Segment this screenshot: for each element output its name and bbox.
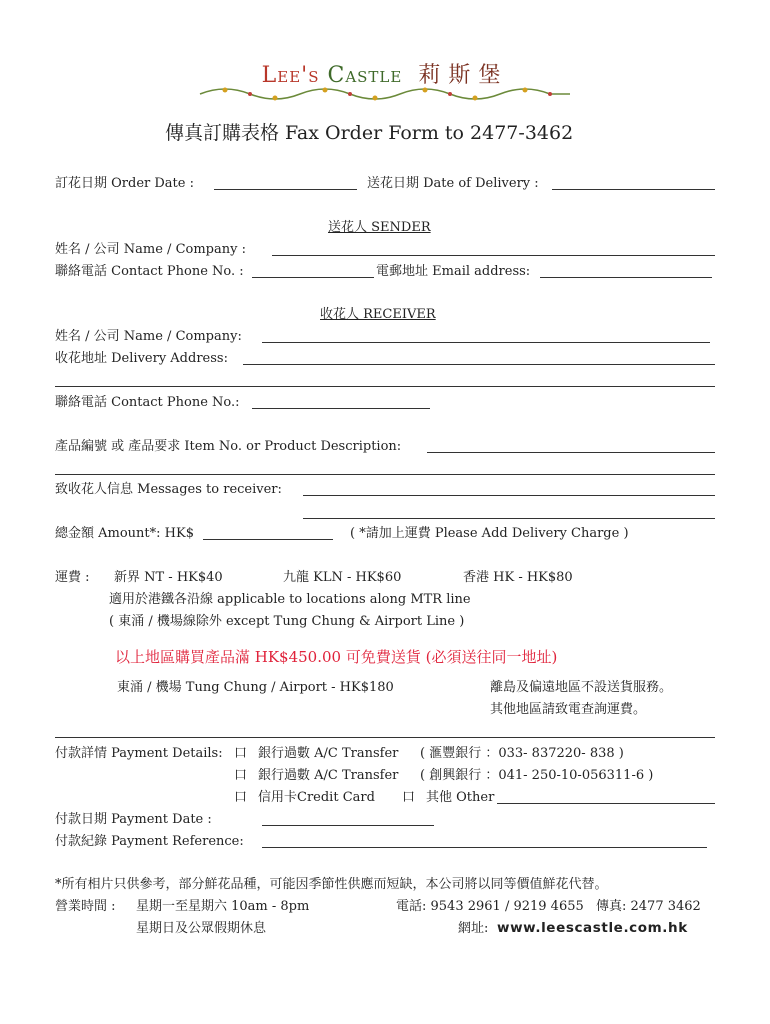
website-link[interactable]: www.leescastle.com.hk bbox=[497, 920, 688, 936]
website-label: 網址: bbox=[458, 921, 489, 936]
payment-reference-label: 付款紀錄 Payment Reference: bbox=[55, 834, 244, 849]
option-credit-card-label: 信用卡Credit Card bbox=[258, 790, 375, 805]
receiver-address-field-2[interactable] bbox=[55, 386, 715, 387]
product-field[interactable] bbox=[427, 452, 715, 453]
section-divider bbox=[55, 737, 715, 738]
delivery-charge-label: 運費 : bbox=[55, 570, 90, 585]
option-transfer-chong-hing-label: 銀行過數 A/C Transfer bbox=[258, 768, 399, 783]
closed-days: 星期日及公眾假期休息 bbox=[136, 921, 267, 936]
delivery-date-field[interactable] bbox=[552, 189, 715, 190]
receiver-phone-field[interactable] bbox=[252, 408, 430, 409]
delivery-except-note: ( 東涌 / 機場線除外 except Tung Chung & Airport Line ) bbox=[109, 614, 465, 629]
sender-name-field[interactable] bbox=[272, 255, 715, 256]
delivery-nt: 新界 NT - HK$40 bbox=[114, 570, 223, 585]
delivery-date-label: 送花日期 Date of Delivery : bbox=[367, 176, 539, 191]
checkbox-transfer-chong-hing[interactable]: 口 bbox=[234, 768, 248, 783]
sender-name-label: 姓名 / 公司 Name / Company : bbox=[55, 242, 246, 257]
receiver-address-label: 收花地址 Delivery Address: bbox=[55, 351, 228, 366]
business-hours: 星期一至星期六 10am - 8pm bbox=[136, 899, 310, 914]
remote-area-note-1: 離島及偏遠地區不設送貨服務。 bbox=[490, 680, 673, 695]
business-hours-label: 營業時間 : bbox=[55, 899, 116, 914]
checkbox-transfer-hsbc[interactable]: 口 bbox=[234, 746, 248, 761]
bank-chong-hing-account: ( 創興銀行 ：041- 250-10-056311-6 ) bbox=[420, 768, 654, 783]
bank-hsbc-account: ( 滙豐銀行 ：033- 837220- 838 ) bbox=[420, 746, 624, 761]
amount-field[interactable] bbox=[203, 539, 333, 540]
floral-vine-ornament bbox=[195, 84, 575, 104]
order-date-field[interactable] bbox=[214, 189, 357, 190]
payment-details-label: 付款詳情 Payment Details: bbox=[55, 746, 223, 761]
sender-email-label: 電郵地址 Email address: bbox=[376, 264, 531, 279]
receiver-heading: 收花人 RECEIVER bbox=[320, 307, 436, 322]
order-date-label: 訂花日期 Order Date : bbox=[55, 176, 194, 191]
option-other-label: 其他 Other bbox=[426, 790, 495, 805]
sender-heading: 送花人 SENDER bbox=[328, 220, 431, 235]
message-field[interactable] bbox=[303, 495, 715, 496]
receiver-name-field[interactable] bbox=[262, 342, 710, 343]
logo-lee: Lee's bbox=[261, 63, 320, 88]
product-field-2[interactable] bbox=[55, 474, 715, 475]
sender-email-field[interactable] bbox=[540, 277, 712, 278]
product-label: 產品編號 或 產品要求 Item No. or Product Description: bbox=[55, 439, 402, 454]
delivery-tung-chung: 東涌 / 機場 Tung Chung / Airport - HK$180 bbox=[117, 680, 394, 695]
receiver-phone-label: 聯絡電話 Contact Phone No.: bbox=[55, 395, 240, 410]
payment-date-field[interactable] bbox=[262, 825, 434, 826]
payment-reference-field[interactable] bbox=[262, 847, 707, 848]
amount-note: ( *請加上運費 Please Add Delivery Charge ) bbox=[350, 526, 629, 541]
message-field-2[interactable] bbox=[303, 518, 715, 519]
remote-area-note-2: 其他地區請致電查詢運費。 bbox=[490, 702, 647, 717]
message-label: 致收花人信息 Messages to receiver: bbox=[55, 482, 282, 497]
phone-numbers: 電話: 9543 2961 / 9219 4655 bbox=[396, 899, 584, 914]
logo-chinese: 莉斯堡 bbox=[418, 63, 509, 88]
receiver-name-label: 姓名 / 公司 Name / Company: bbox=[55, 329, 242, 344]
photo-disclaimer: *所有相片只供參考，部分鮮花品種，可能因季節性供應而短缺，本公司將以同等價值鮮花代替。 bbox=[55, 877, 608, 892]
checkbox-other[interactable]: 口 bbox=[402, 790, 416, 805]
option-transfer-hsbc-label: 銀行過數 A/C Transfer bbox=[258, 746, 399, 761]
delivery-mtr-note: 適用於港鐵各沿線 applicable to locations along MTR line bbox=[109, 592, 471, 607]
logo-castle: Castle bbox=[327, 63, 403, 88]
sender-phone-label: 聯絡電話 Contact Phone No. : bbox=[55, 264, 244, 279]
fax-number: 傳真: 2477 3462 bbox=[596, 899, 701, 914]
delivery-hk: 香港 HK - HK$80 bbox=[463, 570, 573, 585]
delivery-kln: 九龍 KLN - HK$60 bbox=[283, 570, 402, 585]
receiver-address-field[interactable] bbox=[243, 364, 715, 365]
other-payment-field[interactable] bbox=[497, 803, 715, 804]
sender-phone-field[interactable] bbox=[252, 277, 374, 278]
checkbox-credit-card[interactable]: 口 bbox=[234, 790, 248, 805]
payment-date-label: 付款日期 Payment Date : bbox=[55, 812, 212, 827]
form-title: 傳真訂購表格 Fax Order Form to 2477-3462 bbox=[165, 122, 574, 144]
free-delivery-notice: 以上地區購買產品滿 HK$450.00 可免費送貨 (必須送往同一地址) bbox=[115, 648, 558, 666]
amount-label: 總金額 Amount*: HK$ bbox=[55, 526, 194, 541]
